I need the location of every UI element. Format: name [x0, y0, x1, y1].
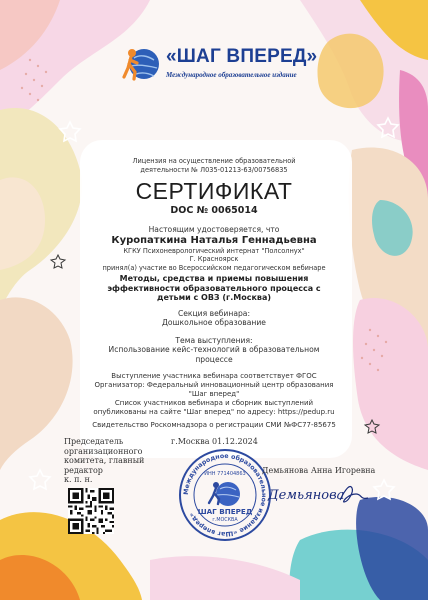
compliance-line: Выступление участника вебинара соответствует ФГОС [111, 372, 317, 380]
logo-subtitle: Международное образовательное издание [166, 71, 297, 79]
topic-label: Тема выступления: [175, 336, 253, 345]
compliance-line: Организатор: Федеральный инновационный центр образования [94, 381, 334, 389]
compliance-line: "Шаг вперед" [188, 390, 240, 398]
chair-line: организационного [64, 446, 143, 456]
chair-line: комитета, главный редактор [64, 456, 145, 475]
seal-ring-text: Международное образовательное издание «Шаг вперед» [182, 452, 268, 538]
issue-date: г.Москва 01.12.2024 [171, 437, 258, 446]
compliance-line: Список участников вебинара и сборник выступлений [114, 399, 314, 407]
signature-image [264, 482, 374, 506]
license-line-1: Лицензия на осуществление образовательной [132, 157, 296, 165]
license-line-2: деятельности № Л035-01213-63/00756835 [140, 165, 288, 174]
document-number: DOC № 0065014 [170, 205, 258, 216]
organization: КГКУ Психоневрологический интернат "Полсолнух" [123, 247, 305, 255]
webinar-title-line: Методы, средства и приемы повышения [119, 274, 309, 283]
section-value: Дошкольное образование [162, 318, 266, 328]
compliance-line: опубликованы на сайте "Шаг вперед" по адресу: https://pedup.ru [93, 408, 335, 416]
seal-title: ШАГ ВПЕРЕД [197, 507, 253, 516]
topic-line: процессе [195, 354, 233, 364]
participation-text: принял(а) участие во Всероссийском педагогическом вебинаре [102, 264, 326, 272]
topic-block [84, 336, 344, 364]
webinar-title [84, 274, 344, 303]
chair-title [64, 437, 184, 485]
seal-city: г.МОСКВА [212, 518, 238, 523]
topic-line: Использование кейс-технологий в образовательном [108, 345, 320, 355]
section-label: Секция вебинара: [177, 309, 251, 318]
recipient-name: Куропаткина Наталья Геннадьевна [111, 235, 317, 246]
publisher-logo [120, 44, 318, 88]
certify-text: Настоящим удостоверяется, что [148, 225, 280, 234]
seal-inn: ИНН 771404863 [204, 471, 246, 477]
compliance-block [84, 372, 344, 417]
logo-title: «ШАГ ВПЕРЕД» [166, 46, 318, 67]
globe-walker-icon [122, 44, 160, 82]
webinar-title-line: детьми с ОВЗ (г.Москва) [156, 293, 272, 302]
license-block [84, 157, 344, 174]
chair-line: к. п. н. [64, 475, 93, 484]
city: Г. Красноярск [189, 255, 239, 263]
webinar-title-line: эффективности образовательного процесса с [107, 283, 321, 293]
chair-line: Председатель [64, 437, 124, 446]
qr-code [68, 488, 114, 534]
section-block [84, 309, 344, 328]
certificate-title: СЕРТИФИКАТ [135, 178, 293, 204]
signatory-name: Демьянова Анна Игоревна [262, 466, 376, 475]
signature-text: Демьянова [268, 488, 345, 503]
organization-seal [178, 448, 272, 542]
registration-text: Свидетельство Роскомнадзора о регистрации СМИ №ФС77-85675 [92, 421, 336, 429]
